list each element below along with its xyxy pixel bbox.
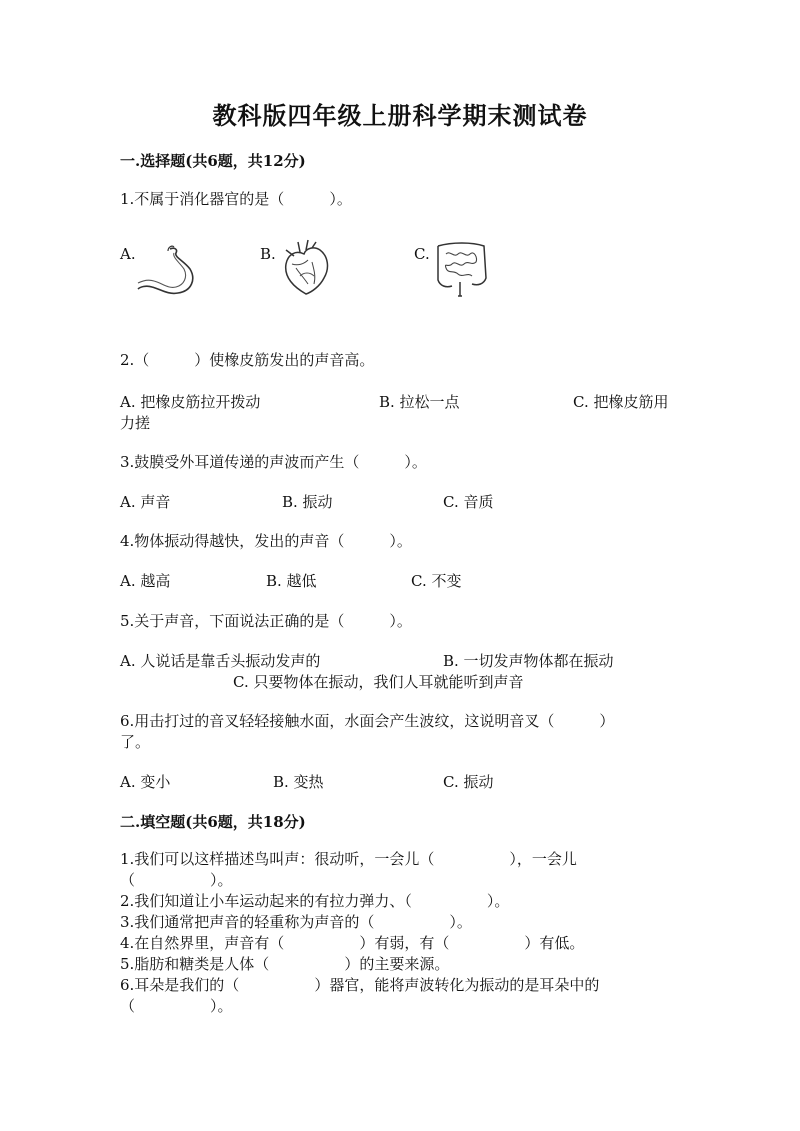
fill-line: 4.在自然界里，声音有（ ）有弱，有（ ）有低。	[120, 934, 585, 952]
q2-option-b: B. 拉松一点	[379, 393, 460, 411]
question-4-stem: 4.物体振动得越快，发出的声音（ ）。	[120, 532, 412, 550]
q3-option-a: A. 声音	[120, 493, 171, 511]
fill-line: 5.脂肪和糖类是人体（ ）的主要来源。	[120, 955, 450, 973]
question-6-stem: 6.用击打过的音叉轻轻接触水面，水面会产生波纹，这说明音叉（ ）	[120, 712, 615, 730]
q2-option-a: A. 把橡皮筋拉开拨动	[120, 393, 261, 411]
q5-option-b: B. 一切发声物体都在振动	[443, 652, 614, 670]
q5-option-a: A. 人说话是靠舌头振动发声的	[120, 652, 321, 670]
q1-option-b-label: B.	[260, 245, 276, 263]
question-5-stem: 5.关于声音，下面说法正确的是（ ）。	[120, 612, 412, 630]
fill-line: （ ）。	[120, 997, 233, 1015]
fill-line: 2.我们知道让小车运动起来的有拉力弹力、（ ）。	[120, 892, 510, 910]
stomach-icon	[134, 243, 200, 297]
page-title: 教科版四年级上册科学期末测试卷	[212, 101, 588, 130]
question-2-stem: 2.（ ）使橡皮筋发出的声音高。	[120, 351, 375, 369]
q4-option-b: B. 越低	[266, 572, 317, 590]
q4-option-c: C. 不变	[411, 572, 462, 590]
question-6-stem-continued: 了。	[120, 733, 151, 751]
q2-option-c: C. 把橡皮筋用	[573, 393, 669, 411]
question-3-stem: 3.鼓膜受外耳道传递的声波而产生（ ）。	[120, 453, 427, 471]
section-heading-choice: 一.选择题(共6题，共12分)	[120, 152, 306, 170]
fill-line: 3.我们通常把声音的轻重称为声音的（ ）。	[120, 913, 472, 931]
fill-line: 1.我们可以这样描述鸟叫声：很动听，一会儿（ ），一会儿	[120, 850, 577, 868]
q2-option-c-continued: 力搓	[120, 414, 151, 432]
fill-line: 6.耳朵是我们的（ ）器官，能将声波转化为振动的是耳朵中的	[120, 976, 600, 994]
q3-option-b: B. 振动	[282, 493, 333, 511]
q6-option-c: C. 振动	[443, 773, 494, 791]
q6-option-b: B. 变热	[273, 773, 324, 791]
q1-option-c-label: C.	[414, 245, 430, 263]
q6-option-a: A. 变小	[120, 773, 171, 791]
q1-option-a-label: A.	[120, 245, 136, 263]
fill-line: （ ）。	[120, 871, 233, 889]
q5-option-c: C. 只要物体在振动，我们人耳就能听到声音	[233, 673, 524, 691]
intestine-icon	[432, 238, 490, 300]
q3-option-c: C. 音质	[443, 493, 494, 511]
q4-option-a: A. 越高	[120, 572, 171, 590]
question-1-stem: 1.不属于消化器官的是（ ）。	[120, 190, 352, 208]
heart-icon	[278, 238, 334, 300]
section-heading-fill-blank: 二.填空题(共6题，共18分)	[120, 813, 306, 831]
